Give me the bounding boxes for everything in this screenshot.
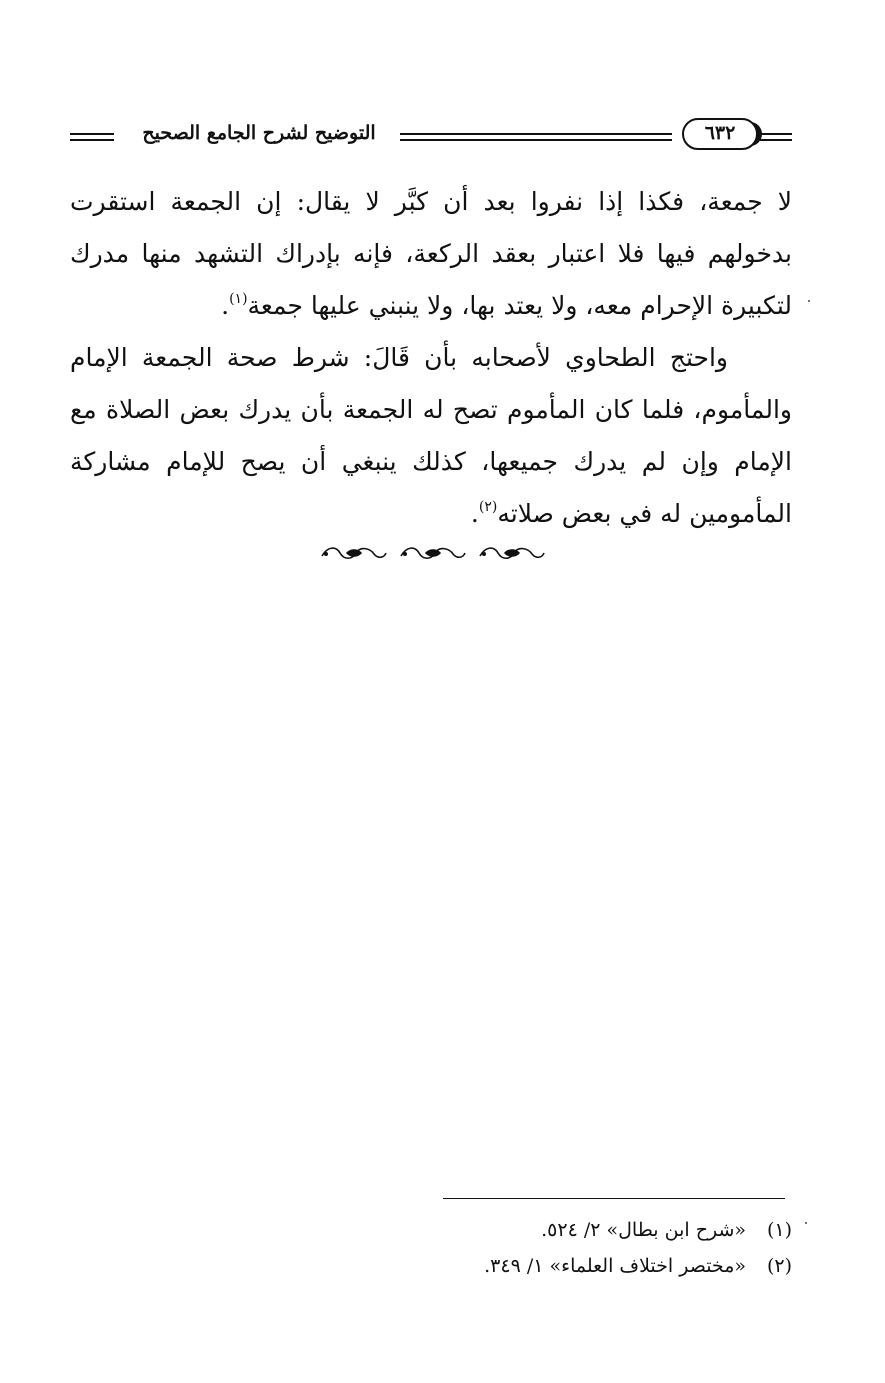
footnote-ref-1: (١) xyxy=(229,291,248,307)
running-header xyxy=(70,118,792,154)
footnotes xyxy=(200,1212,792,1284)
footnote-1 xyxy=(200,1212,792,1248)
paragraph-2-end: . xyxy=(470,499,479,528)
header-rule-right xyxy=(760,133,792,135)
scan-speck xyxy=(805,1222,807,1224)
book-title: التوضيح لشرح الجامع الصحيح xyxy=(142,122,376,144)
page-number: ٦٣٢ xyxy=(682,118,758,150)
main-text xyxy=(70,176,792,540)
header-rule-middle xyxy=(400,133,672,135)
ornament-flourish-icon xyxy=(318,544,390,562)
footnote-2-text: «مختصر اختلاف العلماء» ١/ ٣٤٩. xyxy=(484,1255,746,1277)
scan-speck xyxy=(808,300,810,302)
paragraph-2 xyxy=(70,332,792,540)
paragraph-1-end: . xyxy=(221,291,230,320)
header-rule-left xyxy=(70,133,114,135)
footnote-2-number: (٢) xyxy=(766,1255,792,1277)
paragraph-2-text: واحتج الطحاوي لأصحابه بأن قَالَ: شرط صحة الجمعة الإمام والمأموم، فلما كان المأموم تصح له الجمعة بأن يدرك بعض الصلاة مع الإمام وإن لم يدرك جميعها، كذلك ينبغي أن يصح للإمام مشاركة المأمومين له في بعض صلاته xyxy=(70,343,792,528)
footnote-1-text: «شرح ابن بطال» ٢/ ٥٢٤. xyxy=(541,1219,746,1241)
footnote-1-number: (١) xyxy=(766,1219,792,1241)
footnote-2 xyxy=(200,1248,792,1284)
ornament-flourish-icon xyxy=(476,544,548,562)
footnote-separator xyxy=(443,1198,785,1199)
footnote-ref-2: (٢) xyxy=(478,499,498,515)
paragraph-1 xyxy=(70,176,792,332)
paragraph-1-text: لا جمعة، فكذا إذا نفروا بعد أن كبَّر لا يقال: إن الجمعة استقرت بدخولهم فيها فلا اعتبار بعقد الركعة، فإنه بإدراك التشهد منها مدرك لتكبيرة الإحرام معه، ولا يعتد بها، ولا ينبني عليها جمعة xyxy=(70,187,792,320)
ornament-flourish-icon xyxy=(397,544,469,562)
section-ornament xyxy=(318,542,548,564)
